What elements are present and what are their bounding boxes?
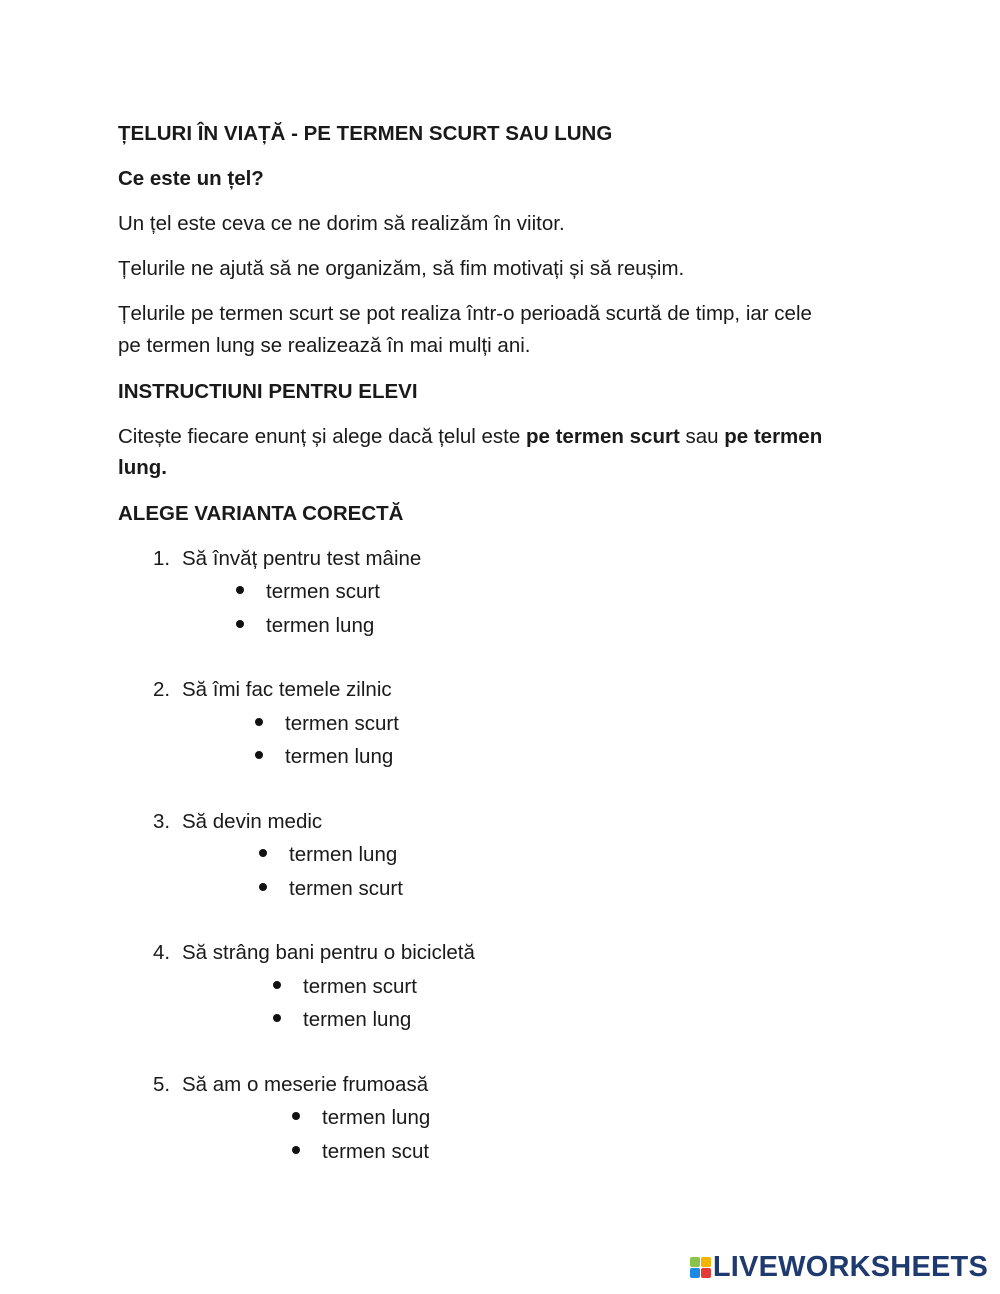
instructions-bold-short: pe termen scurt [525, 425, 680, 448]
answer-option[interactable] [236, 576, 380, 607]
answer-option[interactable] [236, 610, 374, 641]
answer-option[interactable] [292, 1136, 429, 1167]
item-text: Să devin medic [182, 810, 323, 833]
instructions-bold-long: pe termen [724, 425, 823, 448]
logo-square-icon [690, 1257, 700, 1267]
option-label: termen lung [322, 1106, 431, 1129]
choose-heading: ALEGE VARIANTA CORECTĂ [118, 502, 404, 525]
item-number: 2. [153, 678, 171, 701]
option-label: termen lung [285, 745, 394, 768]
instructions-line-2: lung. [118, 456, 167, 479]
bullet-icon [255, 718, 263, 726]
question-heading: Ce este un țel? [118, 167, 264, 190]
bullet-icon [273, 1014, 281, 1022]
logo-square-icon [701, 1257, 711, 1267]
answer-option[interactable] [273, 1004, 411, 1035]
option-label: termen lung [266, 614, 375, 637]
item-number: 1. [153, 547, 171, 570]
paragraph-2: Țelurile ne ajută să ne organizăm, să fim motivați și să reușim. [118, 257, 685, 280]
instructions-line-1 [118, 421, 822, 452]
answer-option[interactable] [292, 1102, 430, 1133]
logo-square-icon [701, 1268, 711, 1278]
bullet-icon [259, 883, 267, 891]
bullet-icon [236, 620, 244, 628]
paragraph-3-line-2: pe termen lung se realizează în mai mulți ani. [118, 334, 531, 357]
list-item [153, 806, 322, 837]
liveworksheets-logo[interactable] [690, 1251, 988, 1284]
bullet-icon [292, 1146, 300, 1154]
logo-icon [690, 1257, 711, 1278]
item-text: Să strâng bani pentru o bicicletă [182, 941, 475, 964]
item-number: 5. [153, 1073, 171, 1096]
bullet-icon [259, 849, 267, 857]
item-number: 4. [153, 941, 171, 964]
option-label: termen scurt [285, 712, 399, 735]
paragraph-1: Un țel este ceva ce ne dorim să realizăm în viitor. [118, 212, 565, 235]
answer-option[interactable] [255, 741, 393, 772]
option-label: termen lung [289, 843, 398, 866]
option-label: termen scurt [266, 580, 380, 603]
option-label: termen scurt [303, 975, 417, 998]
instructions-or: sau [679, 425, 725, 448]
list-item [153, 543, 421, 574]
list-item [153, 674, 392, 705]
bullet-icon [292, 1112, 300, 1120]
logo-text: LIVEWORKSHEETS [712, 1251, 988, 1283]
instructions-text: Citește fiecare enunț și alege dacă țelul este [118, 425, 526, 448]
answer-option[interactable] [259, 873, 403, 904]
bullet-icon [236, 586, 244, 594]
logo-square-icon [690, 1268, 700, 1278]
bullet-icon [255, 751, 263, 759]
list-item [153, 1069, 428, 1100]
item-number: 3. [153, 810, 171, 833]
instructions-heading: INSTRUCTIUNI PENTRU ELEVI [118, 380, 418, 403]
answer-option[interactable] [273, 971, 417, 1002]
option-label: termen scut [322, 1140, 430, 1163]
paragraph-3-line-1: Țelurile pe termen scurt se pot realiza într-o perioadă scurtă de timp, iar cele [118, 302, 812, 325]
page-title: ȚELURI ÎN VIAȚĂ - PE TERMEN SCURT SAU LUNG [118, 122, 613, 145]
item-text: Să îmi fac temele zilnic [182, 678, 392, 701]
list-item [153, 937, 475, 968]
item-text: Să învăț pentru test mâine [182, 547, 422, 570]
answer-option[interactable] [259, 839, 397, 870]
option-label: termen scurt [289, 877, 403, 900]
answer-option[interactable] [255, 708, 399, 739]
bullet-icon [273, 981, 281, 989]
item-text: Să am o meserie frumoasă [182, 1073, 429, 1096]
option-label: termen lung [303, 1008, 412, 1031]
